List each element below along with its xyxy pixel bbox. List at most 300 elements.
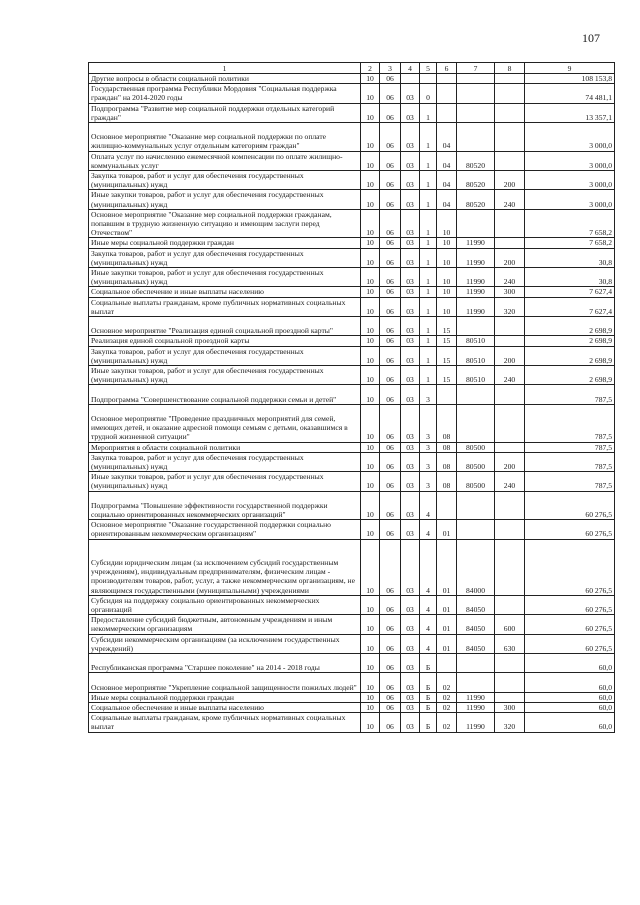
code-cell: 03 — [401, 385, 420, 404]
amount-cell: 7 658,2 — [525, 209, 615, 238]
code-cell: 03 — [401, 713, 420, 732]
code-cell: 06 — [380, 615, 401, 634]
code-cell: 06 — [380, 366, 401, 385]
code-cell — [457, 385, 495, 404]
code-cell: 1 — [420, 238, 437, 248]
code-cell — [457, 673, 495, 692]
amount-cell: 787,5 — [525, 442, 615, 452]
code-cell: 06 — [380, 346, 401, 365]
code-cell: 03 — [401, 103, 420, 122]
row-name-cell: Подпрограмма "Повышение эффективности государственной поддержки социально ориентированных некоммерческих организаций" — [89, 491, 361, 520]
code-cell: 08 — [437, 472, 457, 491]
code-cell — [495, 151, 525, 170]
code-cell: 11990 — [457, 713, 495, 732]
code-cell: 80510 — [457, 346, 495, 365]
table-row — [89, 74, 615, 84]
table-row — [89, 248, 615, 267]
amount-cell: 2 698,9 — [525, 336, 615, 346]
table-row — [89, 692, 615, 702]
budget-table — [88, 62, 615, 733]
code-cell: 300 — [495, 703, 525, 713]
code-cell: 1 — [420, 171, 437, 190]
code-cell — [495, 74, 525, 84]
code-cell: 80500 — [457, 472, 495, 491]
row-name-cell: Закупка товаров, работ и услуг для обеспечения государственных (муниципальных) нужд — [89, 452, 361, 471]
amount-cell: 30,8 — [525, 268, 615, 287]
code-cell: 0 — [420, 84, 437, 103]
code-cell: 4 — [420, 520, 437, 539]
code-cell: 06 — [380, 297, 401, 316]
code-cell: 3 — [420, 472, 437, 491]
code-cell: 06 — [380, 654, 401, 673]
amount-cell: 60,0 — [525, 692, 615, 702]
amount-cell: 60,0 — [525, 713, 615, 732]
code-cell: 03 — [401, 171, 420, 190]
code-cell: 10 — [361, 520, 380, 539]
table-row — [89, 713, 615, 732]
code-cell: 240 — [495, 190, 525, 209]
code-cell: 80520 — [457, 190, 495, 209]
code-cell: 03 — [401, 673, 420, 692]
code-cell: 10 — [361, 346, 380, 365]
amount-cell: 3 000,0 — [525, 123, 615, 152]
code-cell — [495, 442, 525, 452]
code-cell — [437, 385, 457, 404]
code-cell: 02 — [437, 703, 457, 713]
code-cell: 10 — [361, 692, 380, 702]
code-cell — [495, 595, 525, 614]
code-cell: 240 — [495, 268, 525, 287]
code-cell — [437, 74, 457, 84]
code-cell: 630 — [495, 634, 525, 653]
code-cell: 03 — [401, 317, 420, 336]
code-cell: 11990 — [457, 287, 495, 297]
code-cell: 1 — [420, 346, 437, 365]
code-cell — [495, 404, 525, 442]
code-cell — [420, 74, 437, 84]
code-cell — [495, 385, 525, 404]
code-cell: 03 — [401, 703, 420, 713]
code-cell: 06 — [380, 336, 401, 346]
code-cell: 84050 — [457, 595, 495, 614]
code-cell: 03 — [401, 151, 420, 170]
code-cell — [457, 103, 495, 122]
amount-cell: 60 276,5 — [525, 615, 615, 634]
code-cell: 15 — [437, 317, 457, 336]
code-cell: 02 — [437, 713, 457, 732]
code-cell: 10 — [361, 442, 380, 452]
table-row — [89, 123, 615, 152]
code-cell: 06 — [380, 442, 401, 452]
row-name-cell: Иные закупки товаров, работ и услуг для обеспечения государственных (муниципальных) нужд — [89, 268, 361, 287]
code-cell — [457, 404, 495, 442]
column-header: 4 — [401, 63, 420, 74]
code-cell — [495, 317, 525, 336]
code-cell: 06 — [380, 209, 401, 238]
code-cell: 03 — [401, 366, 420, 385]
code-cell: 03 — [401, 491, 420, 520]
code-cell: 06 — [380, 692, 401, 702]
code-cell: 1 — [420, 287, 437, 297]
code-cell: 01 — [437, 634, 457, 653]
row-name-cell: Субсидии юридическим лицам (за исключением субсидий государственным учреждениям), индивидуальным предпринимателям, физическим лицам - производителям товаров, работ, услуг, а также некоммерческим организациям, не являющимся государственными (муниципальными) учреждениями — [89, 539, 361, 595]
code-cell: 11990 — [457, 248, 495, 267]
code-cell: 08 — [437, 452, 457, 471]
row-name-cell: Мероприятия в области социальной политики — [89, 442, 361, 452]
amount-cell: 60 276,5 — [525, 491, 615, 520]
row-name-cell: Основное мероприятие "Укрепление социальной защищенности пожилых людей" — [89, 673, 361, 692]
amount-cell: 74 481,1 — [525, 84, 615, 103]
row-name-cell: Основное мероприятие "Оказание мер социальной поддержки по оплате жилищно-коммунальных услуг отдельным категориям граждан" — [89, 123, 361, 152]
amount-cell: 787,5 — [525, 452, 615, 471]
code-cell: 04 — [437, 123, 457, 152]
amount-cell: 7 658,2 — [525, 238, 615, 248]
code-cell: 15 — [437, 346, 457, 365]
code-cell: 10 — [361, 287, 380, 297]
code-cell: Б — [420, 703, 437, 713]
table-row — [89, 654, 615, 673]
amount-cell: 60,0 — [525, 654, 615, 673]
code-cell: 06 — [380, 673, 401, 692]
table-row — [89, 209, 615, 238]
code-cell: 06 — [380, 595, 401, 614]
code-cell: 10 — [361, 336, 380, 346]
code-cell: 10 — [361, 297, 380, 316]
amount-cell: 60,0 — [525, 673, 615, 692]
table-row — [89, 615, 615, 634]
column-header: 5 — [420, 63, 437, 74]
code-cell: 10 — [361, 539, 380, 595]
code-cell: 10 — [437, 297, 457, 316]
amount-cell: 2 698,9 — [525, 346, 615, 365]
code-cell: 84000 — [457, 539, 495, 595]
code-cell: 300 — [495, 287, 525, 297]
code-cell: 10 — [361, 268, 380, 287]
code-cell — [495, 539, 525, 595]
code-cell: 240 — [495, 366, 525, 385]
amount-cell: 60 276,5 — [525, 634, 615, 653]
code-cell: 4 — [420, 595, 437, 614]
table-row — [89, 673, 615, 692]
code-cell: 08 — [437, 404, 457, 442]
amount-cell: 108 153,8 — [525, 74, 615, 84]
code-cell: 84050 — [457, 634, 495, 653]
amount-cell: 60,0 — [525, 703, 615, 713]
code-cell: 03 — [401, 595, 420, 614]
code-cell: 03 — [401, 615, 420, 634]
code-cell: 1 — [420, 103, 437, 122]
code-cell: 06 — [380, 103, 401, 122]
row-name-cell: Закупка товаров, работ и услуг для обеспечения государственных (муниципальных) нужд — [89, 171, 361, 190]
code-cell — [457, 74, 495, 84]
table-row — [89, 703, 615, 713]
code-cell: 10 — [361, 595, 380, 614]
code-cell: 10 — [437, 238, 457, 248]
table-row — [89, 520, 615, 539]
code-cell: 10 — [361, 673, 380, 692]
table-row — [89, 346, 615, 365]
code-cell — [495, 209, 525, 238]
row-name-cell: Закупка товаров, работ и услуг для обеспечения государственных (муниципальных) нужд — [89, 346, 361, 365]
code-cell: 4 — [420, 491, 437, 520]
code-cell: 10 — [361, 74, 380, 84]
row-name-cell: Социальное обеспечение и иные выплаты населению — [89, 703, 361, 713]
code-cell: 10 — [437, 287, 457, 297]
code-cell: 320 — [495, 297, 525, 316]
code-cell: 06 — [380, 713, 401, 732]
table-row — [89, 404, 615, 442]
code-cell: 200 — [495, 452, 525, 471]
code-cell: 10 — [361, 491, 380, 520]
code-cell: 06 — [380, 151, 401, 170]
row-name-cell: Основное мероприятие "Проведение праздничных мероприятий для семей, имеющих детей, и оказание адресной помощи семьям с детьми, оказавшимся в трудной жизненной ситуации" — [89, 404, 361, 442]
code-cell: 01 — [437, 595, 457, 614]
code-cell: 10 — [437, 248, 457, 267]
code-cell: 02 — [437, 673, 457, 692]
code-cell: 10 — [361, 404, 380, 442]
table-row — [89, 171, 615, 190]
code-cell: 10 — [361, 317, 380, 336]
table-row — [89, 151, 615, 170]
table-header-row — [89, 63, 615, 74]
code-cell: 03 — [401, 452, 420, 471]
table-row — [89, 385, 615, 404]
row-name-cell: Основное мероприятие "Реализация единой социальной проездной карты" — [89, 317, 361, 336]
row-name-cell: Социальные выплаты гражданам, кроме публичных нормативных социальных выплат — [89, 297, 361, 316]
code-cell: 80510 — [457, 336, 495, 346]
code-cell: Б — [420, 673, 437, 692]
table-row — [89, 634, 615, 653]
code-cell: 04 — [437, 190, 457, 209]
code-cell: 03 — [401, 442, 420, 452]
code-cell: 06 — [380, 171, 401, 190]
code-cell — [495, 123, 525, 152]
code-cell: 80520 — [457, 151, 495, 170]
code-cell: 600 — [495, 615, 525, 634]
row-name-cell: Республиканская программа "Старшее поколение" на 2014 - 2018 годы — [89, 654, 361, 673]
code-cell — [401, 74, 420, 84]
code-cell: 06 — [380, 84, 401, 103]
code-cell: 10 — [361, 366, 380, 385]
code-cell: 1 — [420, 248, 437, 267]
amount-cell: 3 000,0 — [525, 171, 615, 190]
amount-cell: 7 627,4 — [525, 287, 615, 297]
code-cell: 03 — [401, 472, 420, 491]
table-row — [89, 472, 615, 491]
table-row — [89, 595, 615, 614]
row-name-cell: Реализация единой социальной проездной карты — [89, 336, 361, 346]
code-cell: 1 — [420, 297, 437, 316]
code-cell: 06 — [380, 317, 401, 336]
code-cell: 03 — [401, 654, 420, 673]
code-cell: 02 — [437, 692, 457, 702]
code-cell: 01 — [437, 520, 457, 539]
code-cell: 200 — [495, 171, 525, 190]
code-cell: 80500 — [457, 442, 495, 452]
code-cell: 06 — [380, 491, 401, 520]
code-cell: 4 — [420, 615, 437, 634]
row-name-cell: Закупка товаров, работ и услуг для обеспечения государственных (муниципальных) нужд — [89, 248, 361, 267]
row-name-cell: Социальные выплаты гражданам, кроме публичных нормативных социальных выплат — [89, 713, 361, 732]
code-cell: 1 — [420, 151, 437, 170]
code-cell: 1 — [420, 190, 437, 209]
code-cell: 06 — [380, 385, 401, 404]
column-header: 7 — [457, 63, 495, 74]
table-body — [89, 74, 615, 733]
table-row — [89, 539, 615, 595]
code-cell: 06 — [380, 248, 401, 267]
code-cell: 84050 — [457, 615, 495, 634]
amount-cell: 30,8 — [525, 248, 615, 267]
code-cell: 10 — [437, 268, 457, 287]
row-name-cell: Оплата услуг по начислению ежемесячной компенсации по оплате жилищно-коммунальных услуг — [89, 151, 361, 170]
code-cell: 03 — [401, 520, 420, 539]
row-name-cell: Социальное обеспечение и иные выплаты населению — [89, 287, 361, 297]
code-cell — [457, 491, 495, 520]
code-cell — [495, 491, 525, 520]
code-cell: Б — [420, 713, 437, 732]
code-cell: 03 — [401, 123, 420, 152]
code-cell — [437, 654, 457, 673]
code-cell — [457, 520, 495, 539]
column-header: 2 — [361, 63, 380, 74]
code-cell: 3 — [420, 385, 437, 404]
row-name-cell: Основное мероприятие "Оказание государственной поддержки социально ориентированным некоммерческим организациям" — [89, 520, 361, 539]
code-cell: 10 — [437, 209, 457, 238]
code-cell: 10 — [361, 248, 380, 267]
row-name-cell: Предоставление субсидий бюджетным, автономным учреждениям и иным некоммерческим организациям — [89, 615, 361, 634]
code-cell: 10 — [361, 452, 380, 471]
code-cell: 10 — [361, 123, 380, 152]
code-cell: 06 — [380, 404, 401, 442]
row-name-cell: Иные меры социальной поддержки граждан — [89, 238, 361, 248]
code-cell: 4 — [420, 634, 437, 653]
code-cell — [495, 238, 525, 248]
code-cell — [457, 654, 495, 673]
row-name-cell: Другие вопросы в области социальной политики — [89, 74, 361, 84]
code-cell: 04 — [437, 151, 457, 170]
table-row — [89, 190, 615, 209]
code-cell: 10 — [361, 713, 380, 732]
code-cell: 4 — [420, 539, 437, 595]
code-cell: 10 — [361, 151, 380, 170]
code-cell: 06 — [380, 452, 401, 471]
code-cell: 11990 — [457, 703, 495, 713]
column-header: 3 — [380, 63, 401, 74]
code-cell — [495, 520, 525, 539]
code-cell: 03 — [401, 336, 420, 346]
table-row — [89, 442, 615, 452]
code-cell: 3 — [420, 452, 437, 471]
code-cell: 03 — [401, 287, 420, 297]
row-name-cell: Иные закупки товаров, работ и услуг для обеспечения государственных (муниципальных) нужд — [89, 190, 361, 209]
row-name-cell: Основное мероприятие "Оказание мер социальной поддержки гражданам, попавшим в трудную жизненную ситуацию и имеющим заслуги перед Отечеством" — [89, 209, 361, 238]
code-cell: 10 — [361, 703, 380, 713]
code-cell — [457, 84, 495, 103]
code-cell: 10 — [361, 634, 380, 653]
code-cell: 15 — [437, 366, 457, 385]
code-cell: 10 — [361, 385, 380, 404]
row-name-cell: Иные меры социальной поддержки граждан — [89, 692, 361, 702]
code-cell: 10 — [361, 190, 380, 209]
row-name-cell: Иные закупки товаров, работ и услуг для обеспечения государственных (муниципальных) нужд — [89, 366, 361, 385]
table-row — [89, 84, 615, 103]
code-cell: 06 — [380, 520, 401, 539]
code-cell: 03 — [401, 209, 420, 238]
table-row — [89, 297, 615, 316]
code-cell — [495, 692, 525, 702]
table-row — [89, 452, 615, 471]
column-header: 1 — [89, 63, 361, 74]
code-cell — [495, 654, 525, 673]
code-cell: 80500 — [457, 452, 495, 471]
code-cell: 03 — [401, 248, 420, 267]
code-cell: 3 — [420, 442, 437, 452]
code-cell: 320 — [495, 713, 525, 732]
code-cell: 08 — [437, 442, 457, 452]
code-cell: 15 — [437, 336, 457, 346]
column-header: 8 — [495, 63, 525, 74]
table-row — [89, 317, 615, 336]
code-cell: 1 — [420, 317, 437, 336]
amount-cell: 3 000,0 — [525, 190, 615, 209]
code-cell: 03 — [401, 692, 420, 702]
code-cell: 1 — [420, 209, 437, 238]
amount-cell: 60 276,5 — [525, 595, 615, 614]
code-cell: 10 — [361, 103, 380, 122]
column-header: 6 — [437, 63, 457, 74]
table-row — [89, 366, 615, 385]
code-cell: 03 — [401, 268, 420, 287]
amount-cell: 7 627,4 — [525, 297, 615, 316]
row-name-cell: Подпрограмма "Развитие мер социальной поддержки отдельных категорий граждан" — [89, 103, 361, 122]
code-cell: 10 — [361, 654, 380, 673]
code-cell: 10 — [361, 209, 380, 238]
code-cell: 11990 — [457, 268, 495, 287]
code-cell: 06 — [380, 190, 401, 209]
code-cell: 03 — [401, 539, 420, 595]
code-cell: 01 — [437, 615, 457, 634]
code-cell: 240 — [495, 472, 525, 491]
row-name-cell: Субсидии некоммерческим организациям (за исключением государственных учреждений) — [89, 634, 361, 653]
table-row — [89, 287, 615, 297]
amount-cell: 3 000,0 — [525, 151, 615, 170]
code-cell: 1 — [420, 366, 437, 385]
code-cell: 06 — [380, 539, 401, 595]
code-cell — [457, 209, 495, 238]
code-cell: 10 — [361, 171, 380, 190]
code-cell — [437, 84, 457, 103]
amount-cell: 2 698,9 — [525, 366, 615, 385]
table-row — [89, 336, 615, 346]
code-cell: 200 — [495, 248, 525, 267]
code-cell: 10 — [361, 84, 380, 103]
amount-cell: 787,5 — [525, 385, 615, 404]
code-cell: 10 — [361, 238, 380, 248]
code-cell — [495, 84, 525, 103]
code-cell — [457, 123, 495, 152]
code-cell: 06 — [380, 123, 401, 152]
code-cell: Б — [420, 654, 437, 673]
code-cell: 11990 — [457, 692, 495, 702]
code-cell — [457, 317, 495, 336]
amount-cell: 13 357,1 — [525, 103, 615, 122]
table-row — [89, 491, 615, 520]
table-row — [89, 238, 615, 248]
code-cell: 03 — [401, 404, 420, 442]
column-header: 9 — [525, 63, 615, 74]
code-cell: 03 — [401, 84, 420, 103]
